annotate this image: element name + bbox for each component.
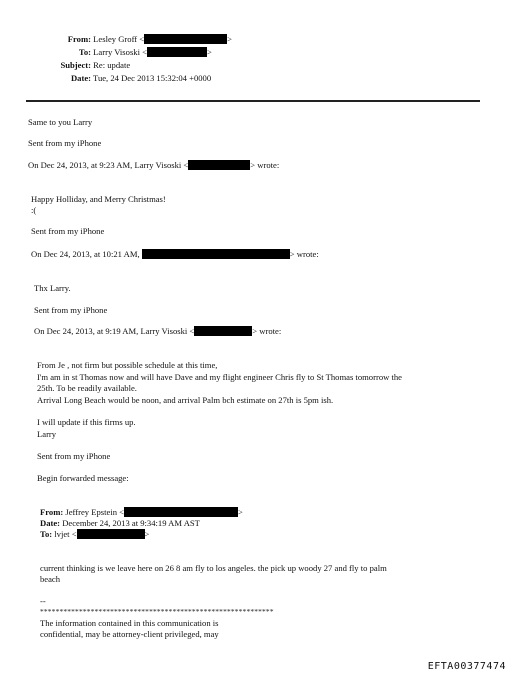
body-line: The information contained in this communication is <box>40 618 219 628</box>
close-bracket: > <box>227 34 232 44</box>
attribution-text: > wrote: <box>250 160 280 170</box>
attribution-text: > wrote: <box>252 326 282 336</box>
quote-attribution <box>31 249 319 260</box>
header-to <box>46 47 212 58</box>
body-line: Same to you Larry <box>28 117 93 127</box>
body-line: :( <box>31 205 37 215</box>
body-line: Begin forwarded message: <box>37 473 129 483</box>
quote-attribution <box>34 326 281 337</box>
attribution-text: > wrote: <box>289 249 319 259</box>
header-date <box>46 73 211 84</box>
close-bracket: > <box>206 47 212 57</box>
redaction-box <box>147 47 207 57</box>
subject-label: Subject: <box>60 60 91 70</box>
fwd-date-label: Date: <box>40 518 61 528</box>
redaction-box <box>124 507 238 517</box>
header-subject <box>46 60 130 71</box>
fwd-date <box>40 518 200 529</box>
body-line: I'm am in st Thomas now and will have Dave and my flight engineer Chris fly to St Thomas tomorrow the <box>37 372 402 382</box>
redaction-box <box>144 34 227 44</box>
body-line: Thx Larry. <box>34 283 71 293</box>
attribution-text: On Dec 24, 2013, at 9:23 AM, Larry Visoski < <box>28 160 189 170</box>
fwd-to-label: To: <box>40 529 53 539</box>
to-value: Larry Visoski < <box>93 47 147 57</box>
redaction-box <box>188 160 250 170</box>
body-line: beach <box>40 574 61 584</box>
redaction-box <box>194 326 252 336</box>
subject-value: Re: update <box>93 60 131 70</box>
body-line: I will update if this firms up. <box>37 417 136 427</box>
attribution-text: On Dec 24, 2013, at 10:21 AM, <box>31 249 140 259</box>
body-line: Sent from my iPhone <box>31 226 105 236</box>
body-line: current thinking is we leave here on 26 8 am fly to los angeles. the pick up woody 27 and fly to palm <box>40 563 387 573</box>
body-line: Larry <box>37 429 57 439</box>
sig-dash: -- <box>40 596 46 606</box>
body-line: confidential, may be attorney-client privileged, may <box>40 629 219 639</box>
fwd-date-value: December 24, 2013 at 9:34:19 AM AST <box>62 518 200 528</box>
fwd-from-value: Jeffrey Epstein < <box>65 507 125 517</box>
redaction-box <box>142 249 290 259</box>
fwd-to <box>40 529 149 540</box>
body-line: Happy Holliday, and Merry Christmas! <box>31 194 166 204</box>
from-value: Lesley Groff < <box>93 34 145 44</box>
body-line: From Je , not firm but possible schedule at this time, <box>37 360 218 370</box>
date-label: Date: <box>70 73 91 83</box>
close-bracket: > <box>144 529 150 539</box>
date-value: Tue, 24 Dec 2013 15:32:04 +0000 <box>93 73 212 83</box>
body-line: Arrival Long Beach would be noon, and arrival Palm bch estimate on 27th is 5pm ish. <box>37 395 334 405</box>
header-divider <box>26 100 480 102</box>
header-from <box>46 34 232 45</box>
body-line: Sent from my iPhone <box>34 305 108 315</box>
to-label: To: <box>78 47 91 57</box>
body-line: 25th. To be readily available. <box>37 383 137 393</box>
fwd-from <box>40 507 243 518</box>
close-bracket: > <box>238 507 243 517</box>
attribution-text: On Dec 24, 2013, at 9:19 AM, Larry Visoski < <box>34 326 195 336</box>
fwd-from-label: From: <box>40 507 64 517</box>
redaction-box <box>77 529 145 539</box>
body-line: Sent from my iPhone <box>37 451 111 461</box>
document-id: EFTA00377474 <box>427 661 506 672</box>
stars-line: ************************************************************ <box>40 607 274 616</box>
body-line: Sent from my iPhone <box>28 138 102 148</box>
fwd-to-value: lvjet < <box>54 529 77 539</box>
from-label: From: <box>67 34 91 44</box>
quote-attribution <box>28 160 279 171</box>
